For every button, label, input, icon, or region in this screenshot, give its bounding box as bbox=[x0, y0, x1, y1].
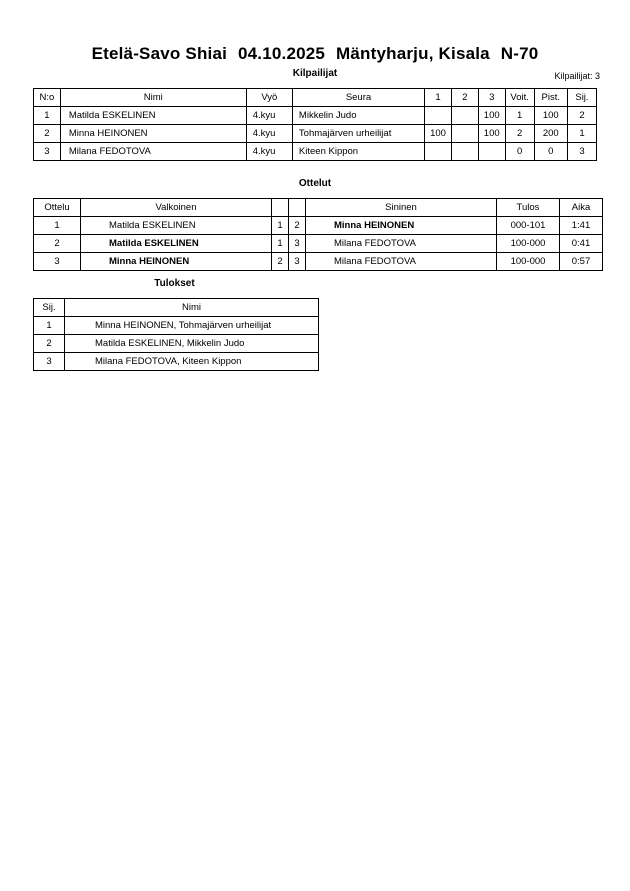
header-match-no: Ottelu bbox=[34, 199, 81, 217]
cell-result: 100-000 bbox=[497, 235, 560, 253]
cell-wins: 1 bbox=[505, 107, 534, 125]
cell-blue-no: 3 bbox=[289, 235, 306, 253]
cell-rank: 2 bbox=[567, 107, 596, 125]
cell-match-3: 100 bbox=[478, 107, 505, 125]
cell-match-3 bbox=[478, 143, 505, 161]
header-result: Tulos bbox=[497, 199, 560, 217]
cell-rank: 1 bbox=[567, 125, 596, 143]
header-time: Aika bbox=[560, 199, 603, 217]
cell-time: 0:57 bbox=[560, 253, 603, 271]
cell-match-no: 3 bbox=[34, 253, 81, 271]
cell-white-no: 2 bbox=[272, 253, 289, 271]
cell-club: Kiteen Kippon bbox=[292, 143, 424, 161]
header-white-no bbox=[272, 199, 289, 217]
table-row bbox=[34, 235, 603, 253]
header-match-2: 2 bbox=[451, 89, 478, 107]
cell-white-no: 1 bbox=[272, 217, 289, 235]
cell-name: Matilda ESKELINEN, Mikkelin Judo bbox=[65, 335, 319, 353]
table-row bbox=[34, 143, 597, 161]
cell-match-2 bbox=[451, 143, 478, 161]
competitors-table bbox=[33, 88, 597, 161]
table-row bbox=[34, 125, 597, 143]
header-rank: Sij. bbox=[34, 299, 65, 317]
header-points: Pist. bbox=[534, 89, 567, 107]
table-row bbox=[34, 335, 319, 353]
cell-belt: 4.kyu bbox=[246, 107, 292, 125]
cell-no: 2 bbox=[34, 125, 61, 143]
event-place: Mäntyharju, Kisala bbox=[336, 44, 490, 63]
cell-result: 100-000 bbox=[497, 253, 560, 271]
cell-match-2 bbox=[451, 125, 478, 143]
cell-match-1 bbox=[425, 107, 452, 125]
event-name: Etelä-Savo Shiai bbox=[91, 44, 228, 63]
cell-white: Matilda ESKELINEN bbox=[81, 235, 272, 253]
cell-points: 200 bbox=[534, 125, 567, 143]
results-caption: Tulokset bbox=[154, 278, 195, 289]
cell-white: Minna HEINONEN bbox=[81, 253, 272, 271]
cell-match-no: 2 bbox=[34, 235, 81, 253]
cell-rank: 2 bbox=[34, 335, 65, 353]
page-title bbox=[0, 44, 630, 64]
header-wins: Voit. bbox=[505, 89, 534, 107]
cell-name: Matilda ESKELINEN bbox=[60, 107, 246, 125]
cell-result: 000-101 bbox=[497, 217, 560, 235]
cell-wins: 2 bbox=[505, 125, 534, 143]
cell-blue-no: 2 bbox=[289, 217, 306, 235]
cell-match-3: 100 bbox=[478, 125, 505, 143]
header-name: Nimi bbox=[65, 299, 319, 317]
cell-blue: Minna HEINONEN bbox=[306, 217, 497, 235]
cell-name: Minna HEINONEN bbox=[60, 125, 246, 143]
competitors-caption: Kilpailijat bbox=[292, 68, 338, 79]
header-club: Seura bbox=[292, 89, 424, 107]
matches-table bbox=[33, 198, 603, 271]
cell-match-1 bbox=[425, 143, 452, 161]
header-match-3: 3 bbox=[478, 89, 505, 107]
cell-time: 1:41 bbox=[560, 217, 603, 235]
cell-name: Milana FEDOTOVA, Kiteen Kippon bbox=[65, 353, 319, 371]
cell-blue: Milana FEDOTOVA bbox=[306, 235, 497, 253]
table-row bbox=[34, 317, 319, 335]
cell-name: Minna HEINONEN, Tohmajärven urheilijat bbox=[65, 317, 319, 335]
table-header-row bbox=[34, 89, 597, 107]
header-rank: Sij. bbox=[567, 89, 596, 107]
cell-no: 3 bbox=[34, 143, 61, 161]
cell-club: Tohmajärven urheilijat bbox=[292, 125, 424, 143]
cell-rank: 3 bbox=[34, 353, 65, 371]
cell-points: 0 bbox=[534, 143, 567, 161]
cell-time: 0:41 bbox=[560, 235, 603, 253]
matches-caption: Ottelut bbox=[298, 178, 332, 189]
table-row bbox=[34, 107, 597, 125]
header-name: Nimi bbox=[60, 89, 246, 107]
cell-blue-no: 3 bbox=[289, 253, 306, 271]
cell-blue: Milana FEDOTOVA bbox=[306, 253, 497, 271]
header-match-1: 1 bbox=[425, 89, 452, 107]
table-row bbox=[34, 253, 603, 271]
cell-rank: 3 bbox=[567, 143, 596, 161]
table-row bbox=[34, 217, 603, 235]
header-belt: Vyö bbox=[246, 89, 292, 107]
cell-white: Matilda ESKELINEN bbox=[81, 217, 272, 235]
competitors-count: Kilpailijat: 3 bbox=[554, 71, 600, 81]
cell-belt: 4.kyu bbox=[246, 143, 292, 161]
header-blue-no bbox=[289, 199, 306, 217]
cell-match-no: 1 bbox=[34, 217, 81, 235]
cell-club: Mikkelin Judo bbox=[292, 107, 424, 125]
cell-match-2 bbox=[451, 107, 478, 125]
cell-rank: 1 bbox=[34, 317, 65, 335]
results-table bbox=[33, 298, 319, 371]
table-row bbox=[34, 353, 319, 371]
cell-no: 1 bbox=[34, 107, 61, 125]
cell-belt: 4.kyu bbox=[246, 125, 292, 143]
table-header-row bbox=[34, 199, 603, 217]
header-white: Valkoinen bbox=[81, 199, 272, 217]
event-category: N-70 bbox=[500, 44, 539, 63]
cell-match-1: 100 bbox=[425, 125, 452, 143]
cell-points: 100 bbox=[534, 107, 567, 125]
cell-name: Milana FEDOTOVA bbox=[60, 143, 246, 161]
event-date: 04.10.2025 bbox=[237, 44, 326, 63]
header-no: N:o bbox=[34, 89, 61, 107]
header-blue: Sininen bbox=[306, 199, 497, 217]
cell-white-no: 1 bbox=[272, 235, 289, 253]
cell-wins: 0 bbox=[505, 143, 534, 161]
table-header-row bbox=[34, 299, 319, 317]
